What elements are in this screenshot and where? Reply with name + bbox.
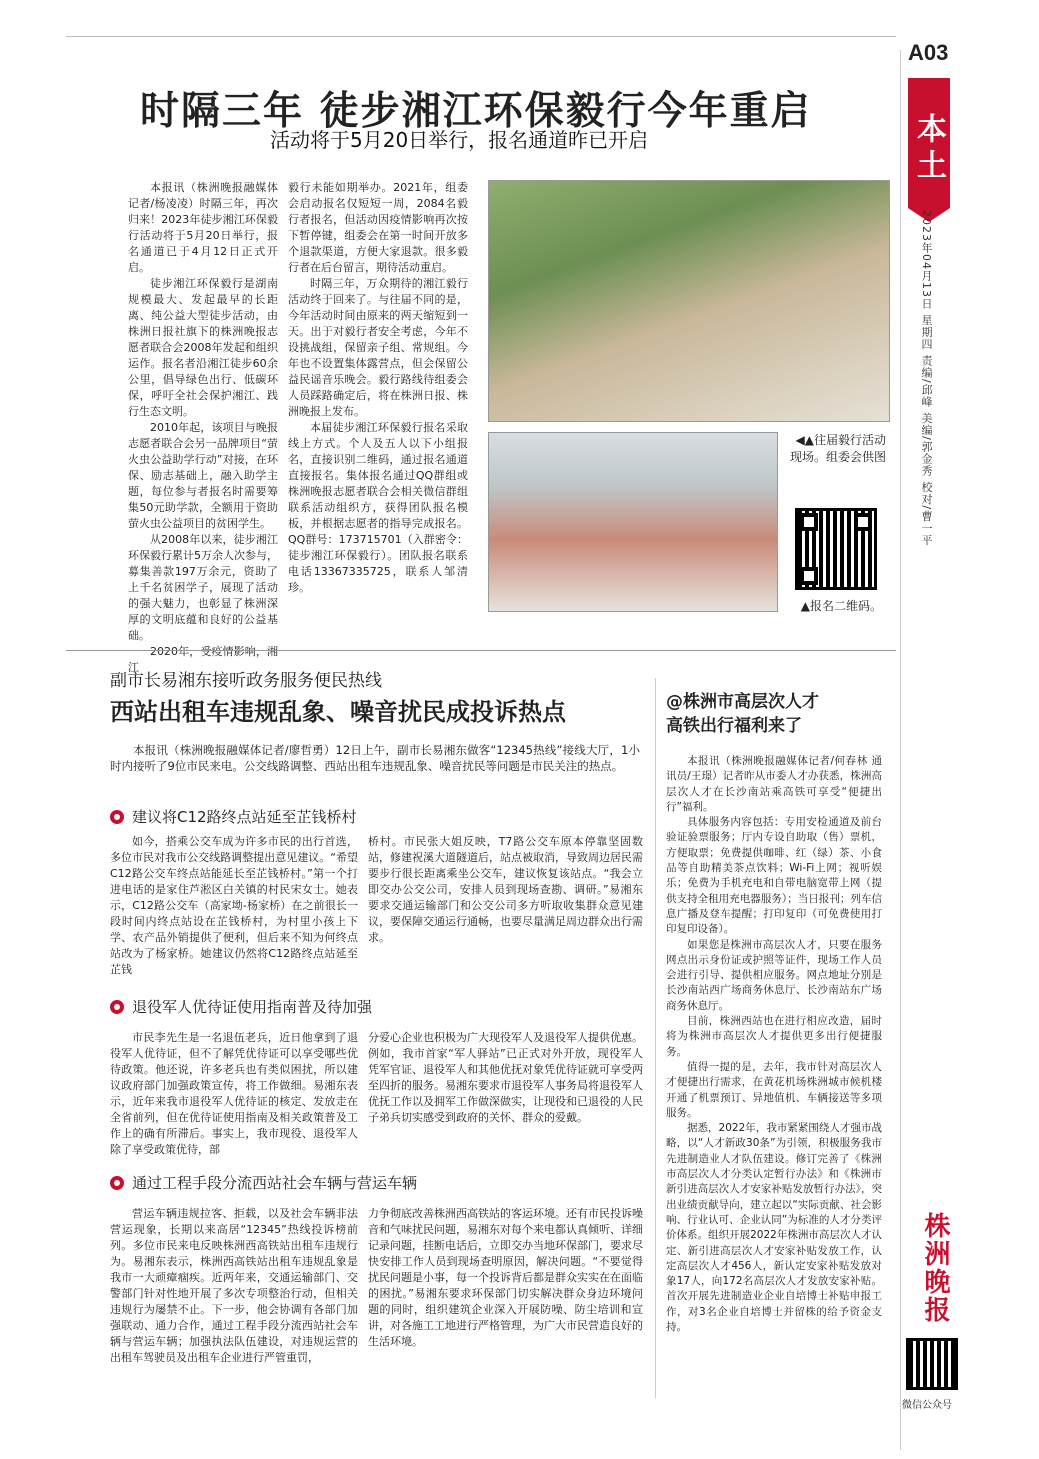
s2-col1 xyxy=(110,1030,358,1158)
side-headline-line2: 高铁出行福利来了 xyxy=(666,716,802,736)
side-para: 据悉，2022年，我市紧紧围绕人才强市战略，以“人才新政30条”为引领，积极服务我市先进制造业人才队伍建设。修订完善了《株洲市高层次人才分类认定暂行办法》和《株洲市新引进高层次人才安家补贴发放暂行办法》，突出业绩贡献导向，建立起以“实际贡献、社会影响、行业认可、企业认同”为标准的人才分类评价体系。组织开展2022年株洲市高层次人才认定、新引进高层次人才安家补贴发放工作，认定高层次人才456人，新认定安家补贴发放对象17人，向172名高层次人才发放安家补贴。首次开展先进制造业企业自培博士补贴申报工作，对3名企业自培博士并留株的给予资金支持。 xyxy=(666,1122,882,1333)
wechat-qr-code[interactable] xyxy=(906,1338,958,1390)
section-tab: 本土 xyxy=(908,78,950,208)
section-divider xyxy=(66,650,896,651)
lead-subhead: 活动将于5月20日举行，报名通道昨已开启 xyxy=(270,128,649,152)
side-para: 本报讯（株洲晚报融媒体记者/何春林 通讯员/王璟）记者昨从市委人才办获悉，株洲高层次人才在长沙南站乘高铁可享受“便捷出行”福利。 xyxy=(666,755,882,813)
story2-intro xyxy=(110,742,640,774)
lead-headline: 时隔三年 徒步湘江环保毅行今年重启 xyxy=(140,89,812,134)
qr-finder-icon xyxy=(854,513,872,531)
qr-finder-icon xyxy=(800,513,818,531)
lead-para: 2020年，受疫情影响，湘江 xyxy=(128,645,278,674)
s3-col1 xyxy=(110,1206,358,1366)
s1-text1: 如今，搭乘公交车成为许多市民的出行首选，多位市民对我市公交线路调整提出意见建议。“希望C12路公交车终点站能延长至芷钱桥村。”第一个打进电话的是家住芦淞区白关镇的村民宋女士。她表示，C12路公交车（高家坳-杨家桥）在之前很长一段时间内终点站设在芷钱桥村，为村里小孩上下学、农产品外销提供了便利，但后来不知为何终点站改为了杨家桥。她建议仍然将C12路终点站延至芷钱 xyxy=(110,835,358,976)
s3-text1: 营运车辆违规拉客、拒载，以及社会车辆非法营运现象，长期以来高居“12345”热线投诉榜前列。多位市民来电反映株洲西高铁站出租车违规行为。易湘东表示，株洲西高铁站出租车违规乱象是我市一大顽瘴痼疾。近两年来，交通运输部门、交警部门针对性地开展了多次专项整治行动，但相关违规行为屡禁不止。下一步，他会协调有各部门加强联动、通力合作，通过工程手段分流西站社会车辆与营运车辆；加强执法队伍建设，对违规运营的出租车驾驶员及出租车企业进行严管重罚， xyxy=(110,1207,358,1364)
top-rule xyxy=(66,36,896,37)
dateline: 2023年04月13日 星期四 责编/邱峰 美编/郭金秀 校对/曹一平 xyxy=(920,210,933,547)
bullet-icon xyxy=(110,1000,124,1014)
s3-col2 xyxy=(368,1206,643,1350)
subhead-text: 退役军人优待证使用指南普及待加强 xyxy=(132,998,373,1016)
subhead-veterans xyxy=(110,996,372,1017)
qr-caption: ▲报名二维码。 xyxy=(800,599,882,613)
lead-para: 从2008年以来，徒步湘江环保毅行累计5万余人次参与，募集善款197万余元，资助了上千名贫困学子，展现了活动的强大魅力，也彰显了株洲深厚的文明底蕴和良好的公益基础。 xyxy=(128,533,278,642)
photo-caption: ◀▲往届毅行活动现场。组委会供图 xyxy=(789,433,886,464)
lead-para: 2010年起，该项目与晚报志愿者联合会另一品牌项目“萤火虫公益助学行动”对接，在环保、励志基础上，融入助学主题，每位参与者报名时需要筹集50元助学款，全额用于资助萤火虫公益项目的贫困学生。 xyxy=(128,421,278,530)
lead-para: 毅行未能如期举办。2021年，组委会启动报名仅短短一周，2084名毅行者报名，但活动因疫情影响再次按下暂停键，组委会在第一时间开放多个退款渠道，方便大家退款。很多毅行者在后台留言，期待活动重启。 xyxy=(288,181,468,274)
side-rule xyxy=(655,678,656,1398)
lead-col1 xyxy=(128,180,278,676)
bullet-icon xyxy=(110,1176,124,1190)
s2-col2 xyxy=(368,1030,643,1126)
newspaper-logo: 株洲晚报 xyxy=(920,1211,950,1324)
story2-kicker: 副市长易湘东接听政务服务便民热线 xyxy=(110,671,382,691)
lead-para: 本届徒步湘江环保毅行报名采取线上方式。个人及五人以下小组报名，直接识别二维码，通过报名通道直接报名。集体报名通过QQ群组或株洲晚报志愿者联合会相关微信群组联系活动组织方，获得团队报名模板，并根据志愿者的指导完成报名。QQ群号：173715701（入群密令：徒步湘江环保毅行）。团队报名联系电话13367335725，联系人邹清珍。 xyxy=(288,421,468,594)
side-para: 具体服务内容包括：专用安检通道及前台验证验票服务；厅内专设自助取（售）票机，方便取票；免费提供咖啡、红（绿）茶、小食品等自助精美茶点饮料；Wi-Fi上网；视听娱乐；免费为手机充电和自带电脑宽带上网（提供支持全租用充电器服务）；当日报刊；列车信息广播及登车提醒；打印复印（可免费使用打印复印设备）。 xyxy=(666,816,882,936)
lead-col2 xyxy=(288,180,468,596)
s1-col1 xyxy=(110,834,358,978)
side-body xyxy=(666,754,882,1335)
column-rule xyxy=(900,50,901,1450)
walkers-photo-2 xyxy=(488,432,778,612)
bullet-icon xyxy=(110,810,124,824)
lead-para: 时隔三年，万众期待的湘江毅行活动终于回来了。与往届不同的是，今年活动时间由原来的两天缩短到一天。出于对毅行者安全考虑，今年不设挑战组，保留亲子组、常规组。今年也不设置集体露营点，但会保留公益民谣音乐晚会。毅行路线待组委会人员踩路确定后，将在株洲日报、株洲晚报上发布。 xyxy=(288,277,468,418)
side-para: 值得一提的是，去年，我市针对高层次人才便捷出行需求，在黄花机场株洲城市候机楼开通了机票预订、异地值机、车辆接送等多项服务。 xyxy=(666,1060,882,1119)
subhead-text: 通过工程手段分流西站社会车辆与营运车辆 xyxy=(132,1174,418,1192)
story2-intro-text: 本报讯（株洲晚报融媒体记者/廖哲勇）12日上午，副市长易湘东做客“12345热线”接线大厅，1小时内接听了9位市民来电。公交线路调整、西站出租车违规乱象、噪音扰民等问题是市民关注的热点。 xyxy=(110,743,640,773)
wechat-caption: 微信公众号 xyxy=(902,1400,952,1411)
side-para: 目前，株洲西站也在进行相应改造，届时将为株洲市高层次人才提供更多出行便捷服务。 xyxy=(666,1015,882,1058)
lead-para: 本报讯（株洲晚报融媒体记者/杨凌凌）时隔三年，再次归来！2023年徒步湘江环保毅行活动将于5月20日举行，报名通道已于4月12日正式开启。 xyxy=(128,181,278,274)
s2-text1: 市民李先生是一名退伍老兵，近日他拿到了退役军人优待证，但不了解凭优待证可以享受哪些优待政策。他还说，许多老兵也有类似困扰，所以建议政府部门加强政策宣传，将工作做细。易湘东表示，近年来我市退役军人优待证的核定、发放走在全省前列，但在优待证使用指南及相关政策普及工作上的确有所滞后。事实上，我市现役、退役军人除了享受政策优待，部 xyxy=(110,1031,358,1156)
side-headline-line1: @株洲市高层次人才 xyxy=(666,692,819,712)
subhead-c12 xyxy=(110,806,357,827)
s1-col2 xyxy=(368,834,643,946)
s3-text2: 力争彻底改善株洲西高铁站的客运环境。还有市民投诉噪音和气味扰民问题，易湘东对每个来电都认真倾听、详细记录问题，挂断电话后，立即交办当地环保部门，要求尽快安排工作人员到现场查明原因，解决问题。“不要觉得扰民问题是小事，每一个投诉背后都是群众实实在在面临的困扰。”易湘东要求环保部门切实解决群众身边环境问题的同时，组织建筑企业深入开展防噪、防尘培训和宣讲，对各施工工地进行严格管理，为广大市民营造良好的生活环境。 xyxy=(368,1207,643,1348)
signup-qr-code[interactable] xyxy=(795,508,877,590)
s1-text2: 桥村。市民张大姐反映，T7路公交车原本停靠坚固数站，修建祝溪大道隧道后，站点被取消，导致周边居民需要步行很长距离乘坐公交车，建议恢复该站点。“我会立即交办公交公司，安排人员到现场查勘、调研。”易湘东要求交通运输部门和公交公司多方听取收集群众意见建议，要保障交通运行通畅，也要尽量满足周边群众出行需求。 xyxy=(368,835,643,944)
s2-text2: 分爱心企业也积极为广大现役军人及退役军人提供优惠。例如，我市首家“军人驿站”已正式对外开放，现役军人凭军官证、退役军人和其他优抚对象凭优待证就可享受两至四折的服务。易湘东要求市退役军人事务局将退役军人优抚工作以及拥军工作做深做实，让现役和已退役的人民子弟兵切实感受到政府的关怀、群众的爱戴。 xyxy=(368,1031,643,1124)
subhead-west-station xyxy=(110,1172,417,1193)
side-headline xyxy=(666,690,886,738)
lead-para: 徒步湘江环保毅行是湖南规模最大、发起最早的长距离、纯公益大型徒步活动，由株洲日报社旗下的株洲晚报志愿者联合会2008年发起和组织运作。报名者沿湘江徒步60余公里，倡导绿色出行、低碳环保，呼吁全社会保护湘江、践行生态文明。 xyxy=(128,277,278,418)
qr-finder-icon xyxy=(800,567,818,585)
subhead-text: 建议将C12路终点站延至芷钱桥村 xyxy=(132,808,357,826)
page-number: A03 xyxy=(908,40,949,65)
side-para: 如果您是株洲市高层次人才，只要在服务网点出示身份证或护照等证件，现场工作人员会进行引导、提供相应服务。网点地址分别是长沙南站西广场商务休息厅、长沙南站东广场商务休息厅。 xyxy=(666,938,882,1012)
story2-headline: 西站出租车违规乱象、噪音扰民成投诉热点 xyxy=(110,698,566,726)
walkers-photo-1 xyxy=(488,180,890,422)
